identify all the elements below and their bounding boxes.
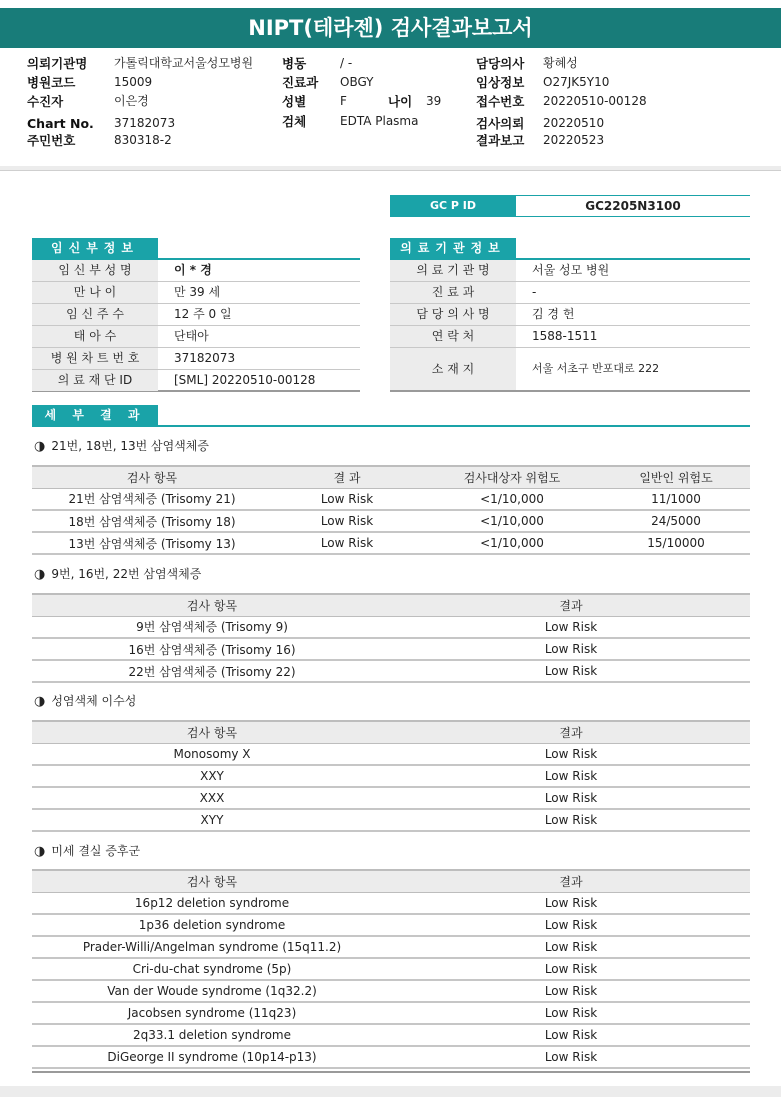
col-header-result: 결과 xyxy=(392,594,750,616)
institution-name-label: 의 료 기 관 명 xyxy=(390,260,516,281)
section1-title-text: 21번, 18번, 13번 삼염색체증 xyxy=(51,439,209,453)
item-cell: 16p12 deletion syndrome xyxy=(32,892,392,914)
doctor-label: 담 당 의 사 명 xyxy=(390,304,516,325)
result-cell: Low Risk xyxy=(392,765,750,787)
result-cell: Low Risk xyxy=(272,510,422,532)
value-specimen: EDTA Plasma xyxy=(340,114,419,128)
result-cell: Low Risk xyxy=(392,1046,750,1068)
subject-risk-cell: <1/10,000 xyxy=(422,532,602,554)
label-ward: 병동 xyxy=(282,56,307,71)
result-cell: Low Risk xyxy=(392,1002,750,1024)
item-cell: Jacobsen syndrome (11q23) xyxy=(32,1002,392,1024)
pregnant-info-table xyxy=(32,260,360,392)
gcp-id-box xyxy=(390,195,750,217)
detail-results-tab: 세 부 결 과 xyxy=(32,405,158,425)
item-cell: DiGeorge II syndrome (10p14-p13) xyxy=(32,1046,392,1068)
value-ward: / - xyxy=(340,56,353,70)
value-chart-no: 37182073 xyxy=(114,116,176,130)
age-value: 만 39 세 xyxy=(174,285,221,299)
value-clinical-info: O27JK5Y10 xyxy=(543,75,610,89)
table-row xyxy=(32,1024,750,1046)
table-row xyxy=(32,616,750,638)
item-cell: 9번 삼염색체증 (Trisomy 9) xyxy=(32,616,392,638)
result-cell: Low Risk xyxy=(392,914,750,936)
gcp-id-label: GC P ID xyxy=(390,196,516,216)
patient-header xyxy=(0,54,781,166)
foundation-id-value: [SML] 20220510-00128 xyxy=(174,373,316,387)
general-risk-cell: 24/5000 xyxy=(602,510,750,532)
result-cell: Low Risk xyxy=(392,660,750,682)
section4-table xyxy=(32,869,750,1069)
value-physician: 황혜성 xyxy=(543,56,578,70)
fetus-count-value: 단태아 xyxy=(174,329,209,343)
label-physician: 담당의사 xyxy=(476,56,525,71)
general-risk-cell: 11/1000 xyxy=(602,488,750,510)
hospital-chart-label: 병 원 차 트 번 호 xyxy=(32,348,158,369)
label-sex: 성별 xyxy=(282,94,307,109)
department-value: - xyxy=(532,285,537,299)
subject-risk-cell: <1/10,000 xyxy=(422,510,602,532)
item-cell: 22번 삼염색체증 (Trisomy 22) xyxy=(32,660,392,682)
item-cell: XXX xyxy=(32,787,392,809)
table-row xyxy=(32,892,750,914)
col-header-item: 검사 항목 xyxy=(32,870,392,892)
half-circle-icon: ◑ xyxy=(34,567,46,582)
table-row xyxy=(32,809,750,831)
table-row xyxy=(32,488,750,510)
header-divider-line xyxy=(0,170,781,171)
table-row xyxy=(32,1002,750,1024)
label-department: 진료과 xyxy=(282,75,319,90)
value-hospital-code: 15009 xyxy=(114,75,153,89)
table-row xyxy=(32,958,750,980)
institution-info-table xyxy=(390,260,750,392)
address-value: 서울 서초구 반포대로 222 xyxy=(532,362,660,375)
table-row xyxy=(32,660,750,682)
section3-title-text: 성염색체 이수성 xyxy=(51,694,137,708)
col-header-item: 검사 항목 xyxy=(32,466,272,488)
half-circle-icon: ◑ xyxy=(34,439,46,454)
col-header-subject-risk: 검사대상자 위험도 xyxy=(422,466,602,488)
report-end-rule xyxy=(32,1071,750,1073)
section2-title-text: 9번, 16번, 22번 삼염색체증 xyxy=(51,567,202,581)
col-header-item: 검사 항목 xyxy=(32,721,392,743)
contact-label: 연 락 처 xyxy=(390,326,516,347)
result-cell: Low Risk xyxy=(392,787,750,809)
value-sex: F xyxy=(340,94,347,108)
table-row xyxy=(32,743,750,765)
address-label: 소 재 지 xyxy=(390,348,516,390)
label-age: 나이 xyxy=(388,94,413,109)
institution-name-value: 서울 성모 병원 xyxy=(532,263,610,277)
result-cell: Low Risk xyxy=(272,532,422,554)
result-cell: Low Risk xyxy=(392,1024,750,1046)
result-cell: Low Risk xyxy=(392,936,750,958)
col-header-item: 검사 항목 xyxy=(32,594,392,616)
item-cell: 18번 삼염색체증 (Trisomy 18) xyxy=(32,510,272,532)
section1-table xyxy=(32,465,750,555)
section3-table xyxy=(32,720,750,832)
value-receipt-no: 20220510-00128 xyxy=(543,94,647,108)
label-report-date: 결과보고 xyxy=(476,133,525,148)
table-row xyxy=(32,980,750,1002)
table-row xyxy=(32,510,750,532)
item-cell: 16번 삼염색체증 (Trisomy 16) xyxy=(32,638,392,660)
section2-table xyxy=(32,593,750,683)
table-row xyxy=(32,1046,750,1068)
department-label: 진 료 과 xyxy=(390,282,516,303)
pregnant-info-tab: 임신부정보 xyxy=(32,238,158,258)
gestation-value: 12 주 0 일 xyxy=(174,307,232,321)
item-cell: Van der Woude syndrome (1q32.2) xyxy=(32,980,392,1002)
label-hospital-code: 병원코드 xyxy=(27,75,76,90)
foundation-id-label: 의 료 재 단 ID xyxy=(32,370,158,391)
col-header-result: 결과 xyxy=(392,870,750,892)
table-row xyxy=(32,532,750,554)
result-cell: Low Risk xyxy=(392,743,750,765)
page-bottom-margin xyxy=(0,1086,781,1097)
item-cell: 21번 삼염색체증 (Trisomy 21) xyxy=(32,488,272,510)
result-cell: Low Risk xyxy=(392,616,750,638)
result-cell: Low Risk xyxy=(392,980,750,1002)
item-cell: XXY xyxy=(32,765,392,787)
label-institution: 의뢰기관명 xyxy=(27,56,88,71)
section4-title-text: 미세 결실 증후군 xyxy=(51,844,141,858)
half-circle-icon: ◑ xyxy=(34,844,46,859)
result-cell: Low Risk xyxy=(392,638,750,660)
value-department: OBGY xyxy=(340,75,374,89)
item-cell: Cri-du-chat syndrome (5p) xyxy=(32,958,392,980)
label-resident-no: 주민번호 xyxy=(27,133,76,148)
item-cell: 2q33.1 deletion syndrome xyxy=(32,1024,392,1046)
section4-title xyxy=(34,843,140,860)
col-header-general-risk: 일반인 위험도 xyxy=(602,466,750,488)
result-cell: Low Risk xyxy=(392,958,750,980)
label-clinical-info: 임상정보 xyxy=(476,75,525,90)
value-report-date: 20220523 xyxy=(543,133,605,147)
item-cell: XYY xyxy=(32,809,392,831)
pregnant-name-value: 이 * 경 xyxy=(174,263,212,277)
hospital-chart-value: 37182073 xyxy=(174,351,236,365)
table-row xyxy=(32,787,750,809)
item-cell: Monosomy X xyxy=(32,743,392,765)
label-examinee: 수진자 xyxy=(27,94,64,109)
item-cell: Prader-Willi/Angelman syndrome (15q11.2) xyxy=(32,936,392,958)
col-header-result: 결과 xyxy=(392,721,750,743)
doctor-value: 김 경 헌 xyxy=(532,307,575,321)
section2-title xyxy=(34,566,201,583)
half-circle-icon: ◑ xyxy=(34,694,46,709)
table-row xyxy=(32,638,750,660)
gcp-id-value: GC2205N3100 xyxy=(585,199,681,213)
value-age: 39 xyxy=(426,94,442,108)
age-label: 만 나 이 xyxy=(32,282,158,303)
gestation-label: 임 신 주 수 xyxy=(32,304,158,325)
table-row xyxy=(32,765,750,787)
label-chart-no: Chart No. xyxy=(27,116,94,131)
report-title: NIPT(테라젠) 검사결과보고서 xyxy=(0,8,781,48)
table-row xyxy=(32,936,750,958)
detail-results-line xyxy=(32,425,750,427)
institution-info-tab: 의료기관정보 xyxy=(390,238,516,258)
contact-value: 1588-1511 xyxy=(532,329,598,343)
label-specimen: 검체 xyxy=(282,114,307,129)
value-resident-no: 830318-2 xyxy=(114,133,172,147)
section3-title xyxy=(34,693,136,710)
fetus-count-label: 태 아 수 xyxy=(32,326,158,347)
pregnant-name-label: 임 신 부 성 명 xyxy=(32,260,158,281)
col-header-result: 결 과 xyxy=(272,466,422,488)
general-risk-cell: 15/10000 xyxy=(602,532,750,554)
result-cell: Low Risk xyxy=(392,892,750,914)
section1-title xyxy=(34,438,209,455)
value-request-date: 20220510 xyxy=(543,116,605,130)
result-cell: Low Risk xyxy=(392,809,750,831)
subject-risk-cell: <1/10,000 xyxy=(422,488,602,510)
table-row xyxy=(32,914,750,936)
label-request-date: 검사의뢰 xyxy=(476,116,525,131)
item-cell: 13번 삼염색체증 (Trisomy 13) xyxy=(32,532,272,554)
value-institution: 가톨릭대학교서울성모병원 xyxy=(114,56,254,70)
result-cell: Low Risk xyxy=(272,488,422,510)
value-examinee: 이은경 xyxy=(114,94,149,108)
label-receipt-no: 접수번호 xyxy=(476,94,525,109)
item-cell: 1p36 deletion syndrome xyxy=(32,914,392,936)
